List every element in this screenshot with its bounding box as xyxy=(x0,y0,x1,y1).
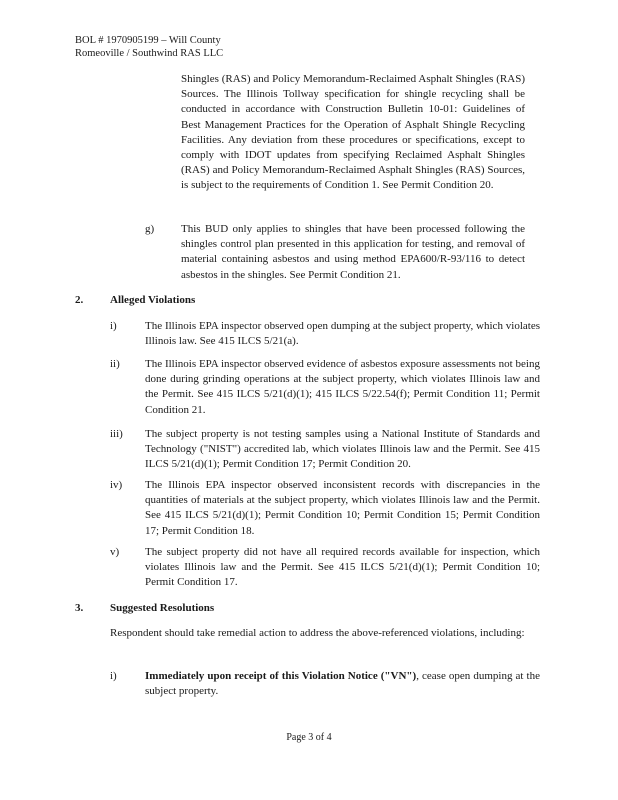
page-number: Page 3 of 4 xyxy=(286,732,332,743)
violation-text: The Illinois EPA inspector observed evidence of asbestos exposure assessments not being done during grinding operations at the subject property, which violates Illinois law and the Permit. See 415 ILCS 5/21(d)(1); 415 ILCS 5/22.54(f); Permit Condition 11; Permit Condition 21. xyxy=(145,358,540,416)
header-line-2: Romeoville / Southwind RAS LLC xyxy=(75,48,224,59)
resolutions-intro: Respondent should take remedial action to address the above-referenced violations, including: xyxy=(110,627,525,639)
document-header xyxy=(75,34,223,60)
violation-text: The subject property is not testing samples using a National Institute of Standards and Technology ("NIST") accredited lab, which violates Illinois law and the Permit. See 415 ILCS 5/21(d)(1); Permit Condition 17; Permit Condition 20. xyxy=(145,428,540,471)
resolution-rest: , cease open dumping at the subject property. xyxy=(145,670,540,698)
continuation-paragraph: Shingles (RAS) and Policy Memorandum-Reclaimed Asphalt Shingles (RAS) Sources. The Illinois Tollway specification for shingle recycling shall be conducted in accordance with Construction Bulletin 10-01: Guidelines of Best Management Practices for the Operation of Asphalt Shingle Recycling Facilities. Any deviation from these procedures or specifications, except to comply with IDOT updates from specifying Reclaimed Asphalt Shingles (RAS) and Policy Memorandum-Reclaimed Asphalt Shingles (RAS) Sources, is subject to the requirements of Condition 1. See Permit Condition 20. xyxy=(181,73,525,192)
violation-text: The Illinois EPA inspector observed inconsistent records with discrepancies in the quantities of materials at the subject property, which violates Illinois law and the Permit. See 415 ILCS 5/21(d)(1); Permit Condition 10; Permit Condition 15; Permit Condition 17; Permit Condition 18. xyxy=(145,479,540,537)
violation-label: i) xyxy=(110,320,117,332)
resolution-label: i) xyxy=(110,670,117,682)
section-3-title: Suggested Resolutions xyxy=(110,602,215,614)
item-g-text: This BUD only applies to shingles that have been processed following the shingles control plan presented in this application for testing, and removal of material containing asbestos and using method EPA600/R-93/116 to detect asbestos in the shingles. See Permit Condition 21. xyxy=(181,223,525,281)
header-line-1: BOL # 1970905199 – Will County xyxy=(75,35,221,46)
resolution-text xyxy=(145,669,540,699)
violation-text: The Illinois EPA inspector observed open dumping at the subject property, which violates Illinois law. See 415 ILCS 5/21(a). xyxy=(145,320,540,348)
section-2-title: Alleged Violations xyxy=(110,294,196,306)
section-2-number: 2. xyxy=(75,294,84,306)
item-g-label: g) xyxy=(145,223,155,235)
violation-label: iii) xyxy=(110,428,123,440)
section-3-number: 3. xyxy=(75,602,84,614)
violation-label: iv) xyxy=(110,479,123,491)
resolution-bold-lead: Immediately upon receipt of this Violation Notice ("VN") xyxy=(145,670,417,682)
violation-label: v) xyxy=(110,546,120,558)
violation-label: ii) xyxy=(110,358,120,370)
violation-text: The subject property did not have all required records available for inspection, which violates Illinois law and the Permit. See 415 ILCS 5/21(d)(1); Permit Condition 10; Permit Condition 17. xyxy=(145,546,540,589)
